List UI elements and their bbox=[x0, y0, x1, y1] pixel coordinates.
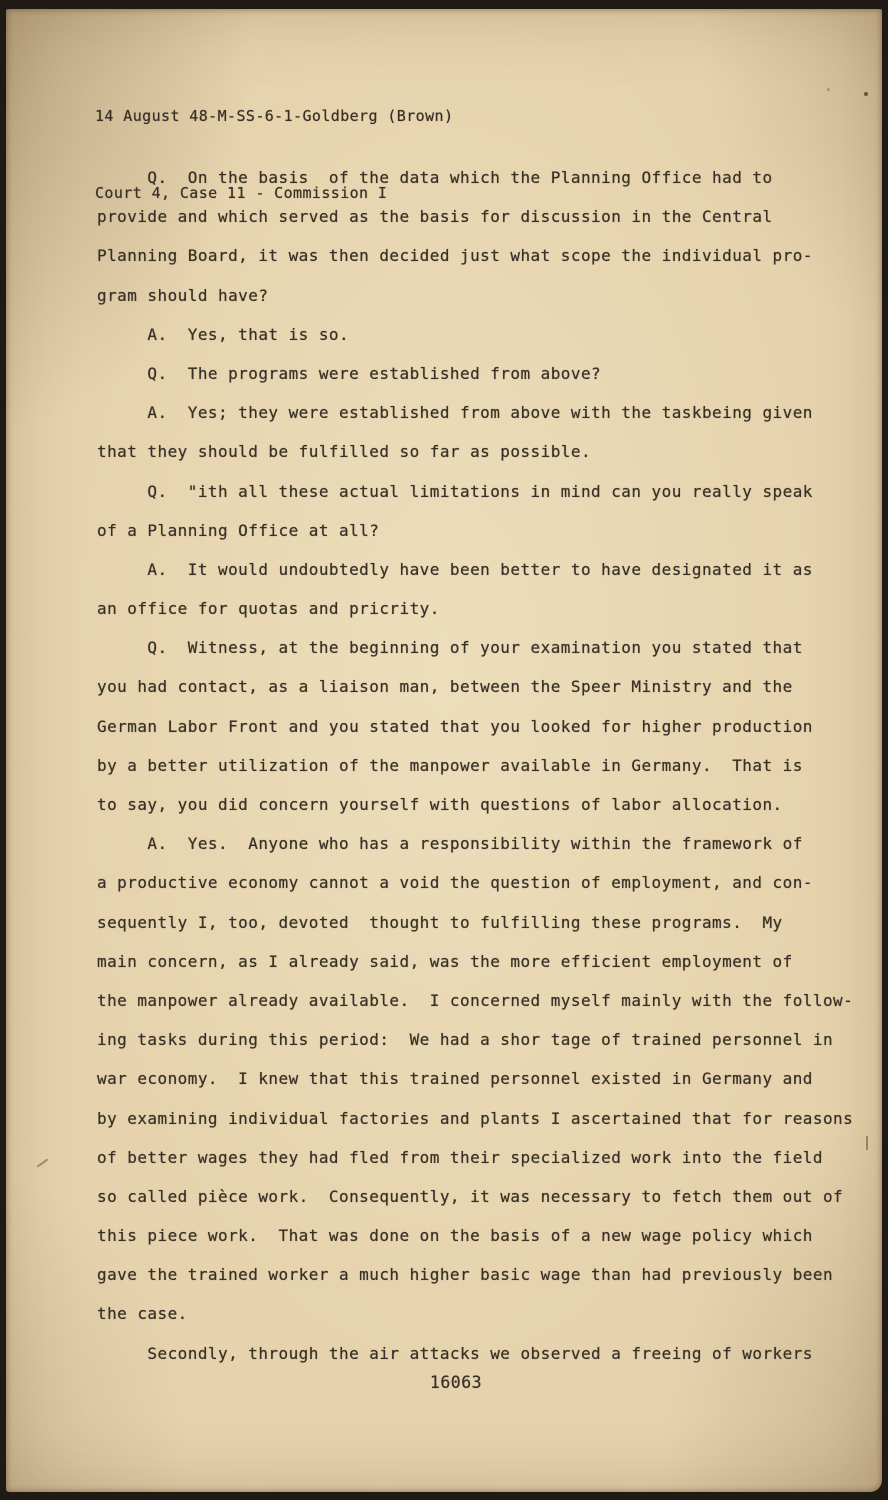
transcript-line: by a better utilization of the manpower available in Germany. That is bbox=[97, 755, 803, 775]
transcript-line: this piece work. That was done on the basis of a new wage policy which bbox=[97, 1226, 813, 1246]
header-line-docref: 14 August 48-M-SS-6-1-Goldberg (Brown) bbox=[95, 107, 454, 125]
transcript-line: by examining individual factories and plants I ascertained that for reasons bbox=[97, 1108, 854, 1128]
transcript-line: Planning Board, it was then decided just what scope the individual pro- bbox=[97, 246, 813, 266]
header-line-court: Court 4, Case 11 - Commission I bbox=[95, 183, 388, 202]
transcript-line: so called pièce work. Consequently, it was necessary to fetch them out of bbox=[97, 1186, 844, 1206]
transcript-line: to say, you did concern yourself with questions of labor allocation. bbox=[97, 795, 783, 814]
transcript-line: sequently I, too, devoted thought to fulfilling these programs. My bbox=[97, 912, 783, 932]
transcript-line: that they should be fulfilled so far as possible. bbox=[97, 442, 592, 462]
transcript-line: of better wages they had fled from their specialized work into the field bbox=[97, 1147, 823, 1167]
transcript-line: A. Yes. Anyone who has a responsibility within the framework of bbox=[97, 834, 803, 854]
transcript-line: Q. Witness, at the beginning of your examination you stated that bbox=[97, 638, 803, 658]
transcript-line: Q. On the basis of the data which the Planning Office had to bbox=[97, 168, 773, 187]
transcript-line: gave the trained worker a much higher basic wage than had previously been bbox=[97, 1265, 834, 1285]
transcript-line: German Labor Front and you stated that you looked for higher production bbox=[97, 716, 813, 736]
edge-mark bbox=[866, 1136, 868, 1150]
transcript-line: provide and which served as the basis for discussion in the Central bbox=[97, 207, 773, 227]
transcript-line: of a Planning Office at all? bbox=[97, 520, 380, 540]
transcript-body bbox=[97, 158, 853, 1373]
transcript-line: gram should have? bbox=[97, 285, 269, 305]
paper-speck bbox=[827, 88, 830, 91]
page-number: 16063 bbox=[429, 1373, 483, 1392]
transcript-line: A. It would undoubtedly have been better to have designated it as bbox=[97, 559, 813, 579]
transcript-line: war economy. I knew that this trained personnel existed in Germany and bbox=[97, 1069, 813, 1089]
transcript-line: an office for quotas and pricrity. bbox=[97, 599, 440, 619]
transcript-line: Q. "ith all these actual limitations in mind can you really speak bbox=[97, 481, 813, 501]
transcript-line: ing tasks during this period: We had a shor tage of trained personnel in bbox=[97, 1030, 834, 1050]
paper-speck bbox=[864, 92, 868, 96]
transcript-line: main concern, as I already said, was the more efficient employment of bbox=[97, 951, 793, 971]
transcript-line: you had contact, as a liaison man, between the Speer Ministry and the bbox=[97, 677, 793, 697]
transcript-line: A. Yes; they were established from above with the taskbeing given bbox=[97, 403, 813, 423]
transcript-line: the manpower already available. I concerned myself mainly with the follow- bbox=[97, 990, 854, 1010]
transcript-line: Secondly, through the air attacks we observed a freeing of workers bbox=[97, 1343, 813, 1363]
transcript-line: the case. bbox=[97, 1304, 188, 1324]
transcript-line: Q. The programs were established from above? bbox=[97, 363, 602, 383]
transcript-line: a productive economy cannot a void the question of employment, and con- bbox=[97, 873, 813, 893]
transcript-line: A. Yes, that is so. bbox=[97, 324, 350, 344]
